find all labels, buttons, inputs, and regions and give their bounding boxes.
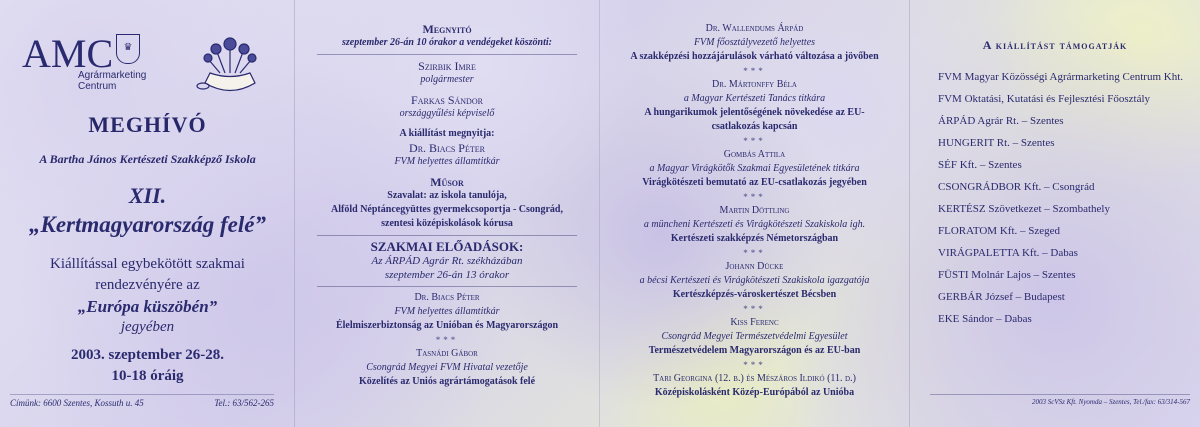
lecturer-name: Martin Döttling <box>719 205 790 216</box>
speaker-role: polgármester <box>420 74 474 85</box>
lecture-list <box>608 22 901 400</box>
lecture-title: Kertészképzés-városkertészet Bécsben <box>672 289 837 300</box>
lecture-title: Középiskolásként Közép-Európából az Unióba <box>654 387 855 398</box>
opening-panel <box>295 0 600 427</box>
separator: *** <box>743 66 766 76</box>
sponsor-list <box>938 66 1183 330</box>
speaker-name: Szirbik Imre <box>418 59 476 73</box>
logo-letters: AMC <box>22 31 114 76</box>
divider <box>317 235 577 236</box>
lectures-time: szeptember 26-án 13 órakor <box>384 269 510 281</box>
lecturer-role: a müncheni Kertészeti és Virágkötészeti Szakiskola igh. <box>643 219 866 230</box>
sponsor-item: ÁRPÁD Agrár Rt. – Szentes <box>938 115 1064 127</box>
lecturer-role: Csongrád Megyei Természetvédelmi Egyesület <box>661 331 848 342</box>
event-description: Kiállítással egybekötött szakmai rendezvényére az „Európa küszöbén” jegyében <box>50 256 245 335</box>
lecturer-name: Dr. Mártonffy Béla <box>712 79 797 90</box>
lecturer-role: a Magyar Kertészeti Tanács titkára <box>683 93 826 104</box>
lecturer-name: Tari Georgina (12. b.) és Mészáros Ildikó (11. d.) <box>653 373 856 384</box>
lecture-item <box>608 148 901 190</box>
program-line: Alföld Néptáncegyüttes gyermekcsoportja - Csongrád, <box>331 204 563 215</box>
flower-basket-icon <box>195 28 265 98</box>
lecturer-role: a bécsi Kertészeti és Virágkötészeti Szakiskola igazgatója <box>639 275 870 286</box>
lectures-venue: Az ÁRPÁD Agrár Rt. székházában <box>371 255 523 267</box>
sponsors-heading: A kiállítást támogatják <box>982 38 1128 52</box>
sponsor-item: FLORATOM Kft. – Szeged <box>938 225 1061 237</box>
lectures-panel <box>600 0 910 427</box>
separator: *** <box>743 360 766 370</box>
lecture-item <box>608 316 901 358</box>
phone: Tel.: 63/562-265 <box>214 398 274 408</box>
event-name: „Kertmagyarország felé” <box>28 212 266 237</box>
logo-brand: Agrármarketing Centrum <box>78 70 147 92</box>
lecture-title: Közelítés az Uniós agrártámogatások felé <box>358 376 536 387</box>
opener-label: A kiállítást megnyitja: <box>399 128 495 139</box>
speaker-name: Farkas Sándor <box>411 93 483 107</box>
sponsors-panel <box>910 0 1200 427</box>
separator: *** <box>743 192 766 202</box>
lecturer-name: Johann Dücke <box>725 261 784 272</box>
lecture-title: Természetvédelem Magyarországon és az EU-ban <box>648 345 861 356</box>
lecturer-name: Kiss Ferenc <box>730 317 779 328</box>
speaker-role: országgyűlési képviselő <box>399 108 495 119</box>
lecturer-role: FVM helyettes államtitkár <box>394 306 500 317</box>
sponsor-item: HUNGERIT Rt. – Szentes <box>938 137 1055 149</box>
lecture-title: A szakképzési hozzájárulások várható változása a jövőben <box>630 51 879 62</box>
opening-heading: Megnyitó <box>422 22 472 36</box>
lecturer-role: a Magyar Virágkötők Szakmai Egyesületének titkára <box>649 163 860 174</box>
edition-number: XII. <box>128 183 167 208</box>
school-name: A Bartha János Kertészeti Szakképző Iskola <box>39 152 256 166</box>
lecture-title: A hungarikumok jelentőségének növekedése az EU-csatlakozás kapcsán <box>644 107 865 132</box>
lecture-title: Kertészeti szakképzés Németországban <box>670 233 839 244</box>
cover-panel <box>0 0 295 427</box>
opening-greeting: szeptember 26-án 10 órakor a vendégeket köszönti: <box>342 37 552 48</box>
program-line: Szavalat: az iskola tanulója, <box>387 190 507 201</box>
opener-role: FVM helyettes államtitkár <box>394 156 500 167</box>
lecture-item <box>608 372 901 400</box>
lecturer-name: Gombás Attila <box>723 149 786 160</box>
program-line: szentesi középiskolások kórusa <box>381 218 513 229</box>
coat-of-arms-icon: ♛ <box>116 34 140 64</box>
lecturer-name: Dr. Biacs Péter <box>414 292 480 303</box>
separator: *** <box>743 248 766 258</box>
divider <box>317 54 577 55</box>
printer-imprint: 2003 ScVSz Kft. Nyomda – Szentes, Tel./fax: 63/314-567 <box>930 394 1190 406</box>
sponsor-item: GERBÁR József – Budapest <box>938 291 1065 303</box>
lecture-item <box>608 260 901 302</box>
event-date: 2003. szeptember 26-28. 10-18 óráig <box>70 347 225 384</box>
amc-logo <box>22 30 147 100</box>
sponsor-item: VIRÁGPALETTA Kft. – Dabas <box>938 247 1078 259</box>
sponsor-item: KERTÉSZ Szövetkezet – Szombathely <box>938 203 1110 215</box>
sponsor-item: FÜSTI Molnár Lajos – Szentes <box>938 269 1076 281</box>
lectures-heading: SZAKMAI ELŐADÁSOK: <box>370 239 524 254</box>
divider <box>317 286 577 287</box>
sponsor-item: EKE Sándor – Dabas <box>938 313 1032 325</box>
lecturer-role: FVM főosztályvezető helyettes <box>693 37 816 48</box>
opener-name: Dr. Biacs Péter <box>409 141 485 155</box>
lecture-item <box>608 204 901 246</box>
lecturer-name: Tasnádi Gábor <box>416 348 478 359</box>
address: Címünk: 6600 Szentes, Kossuth u. 45 <box>10 398 144 408</box>
separator: *** <box>743 304 766 314</box>
lecture-item <box>608 22 901 64</box>
lecture-title: Virágkötészeti bemutató az EU-csatlakozás jegyében <box>642 177 867 188</box>
lecturer-name: Dr. Wallendums Árpád <box>705 23 804 34</box>
lecture-title: Élelmiszerbiztonság az Unióban és Magyarországon <box>335 320 559 331</box>
cover-footer <box>10 394 274 408</box>
sponsor-item: SÉF Kft. – Szentes <box>938 159 1022 171</box>
separator: *** <box>743 136 766 146</box>
lecture-item <box>608 78 901 134</box>
sponsor-item: FVM Oktatási, Kutatási és Fejlesztési Főosztály <box>938 93 1151 105</box>
invitation-title: MEGHÍVÓ <box>88 112 207 137</box>
program-heading: Műsor <box>430 175 464 189</box>
separator: *** <box>435 335 459 345</box>
sponsor-item: FVM Magyar Közösségi Agrármarketing Centrum Kht. <box>938 71 1184 83</box>
sponsor-item: CSONGRÁDBOR Kft. – Csongrád <box>938 181 1095 193</box>
lecturer-role: Csongrád Megyei FVM Hivatal vezetője <box>366 362 528 373</box>
